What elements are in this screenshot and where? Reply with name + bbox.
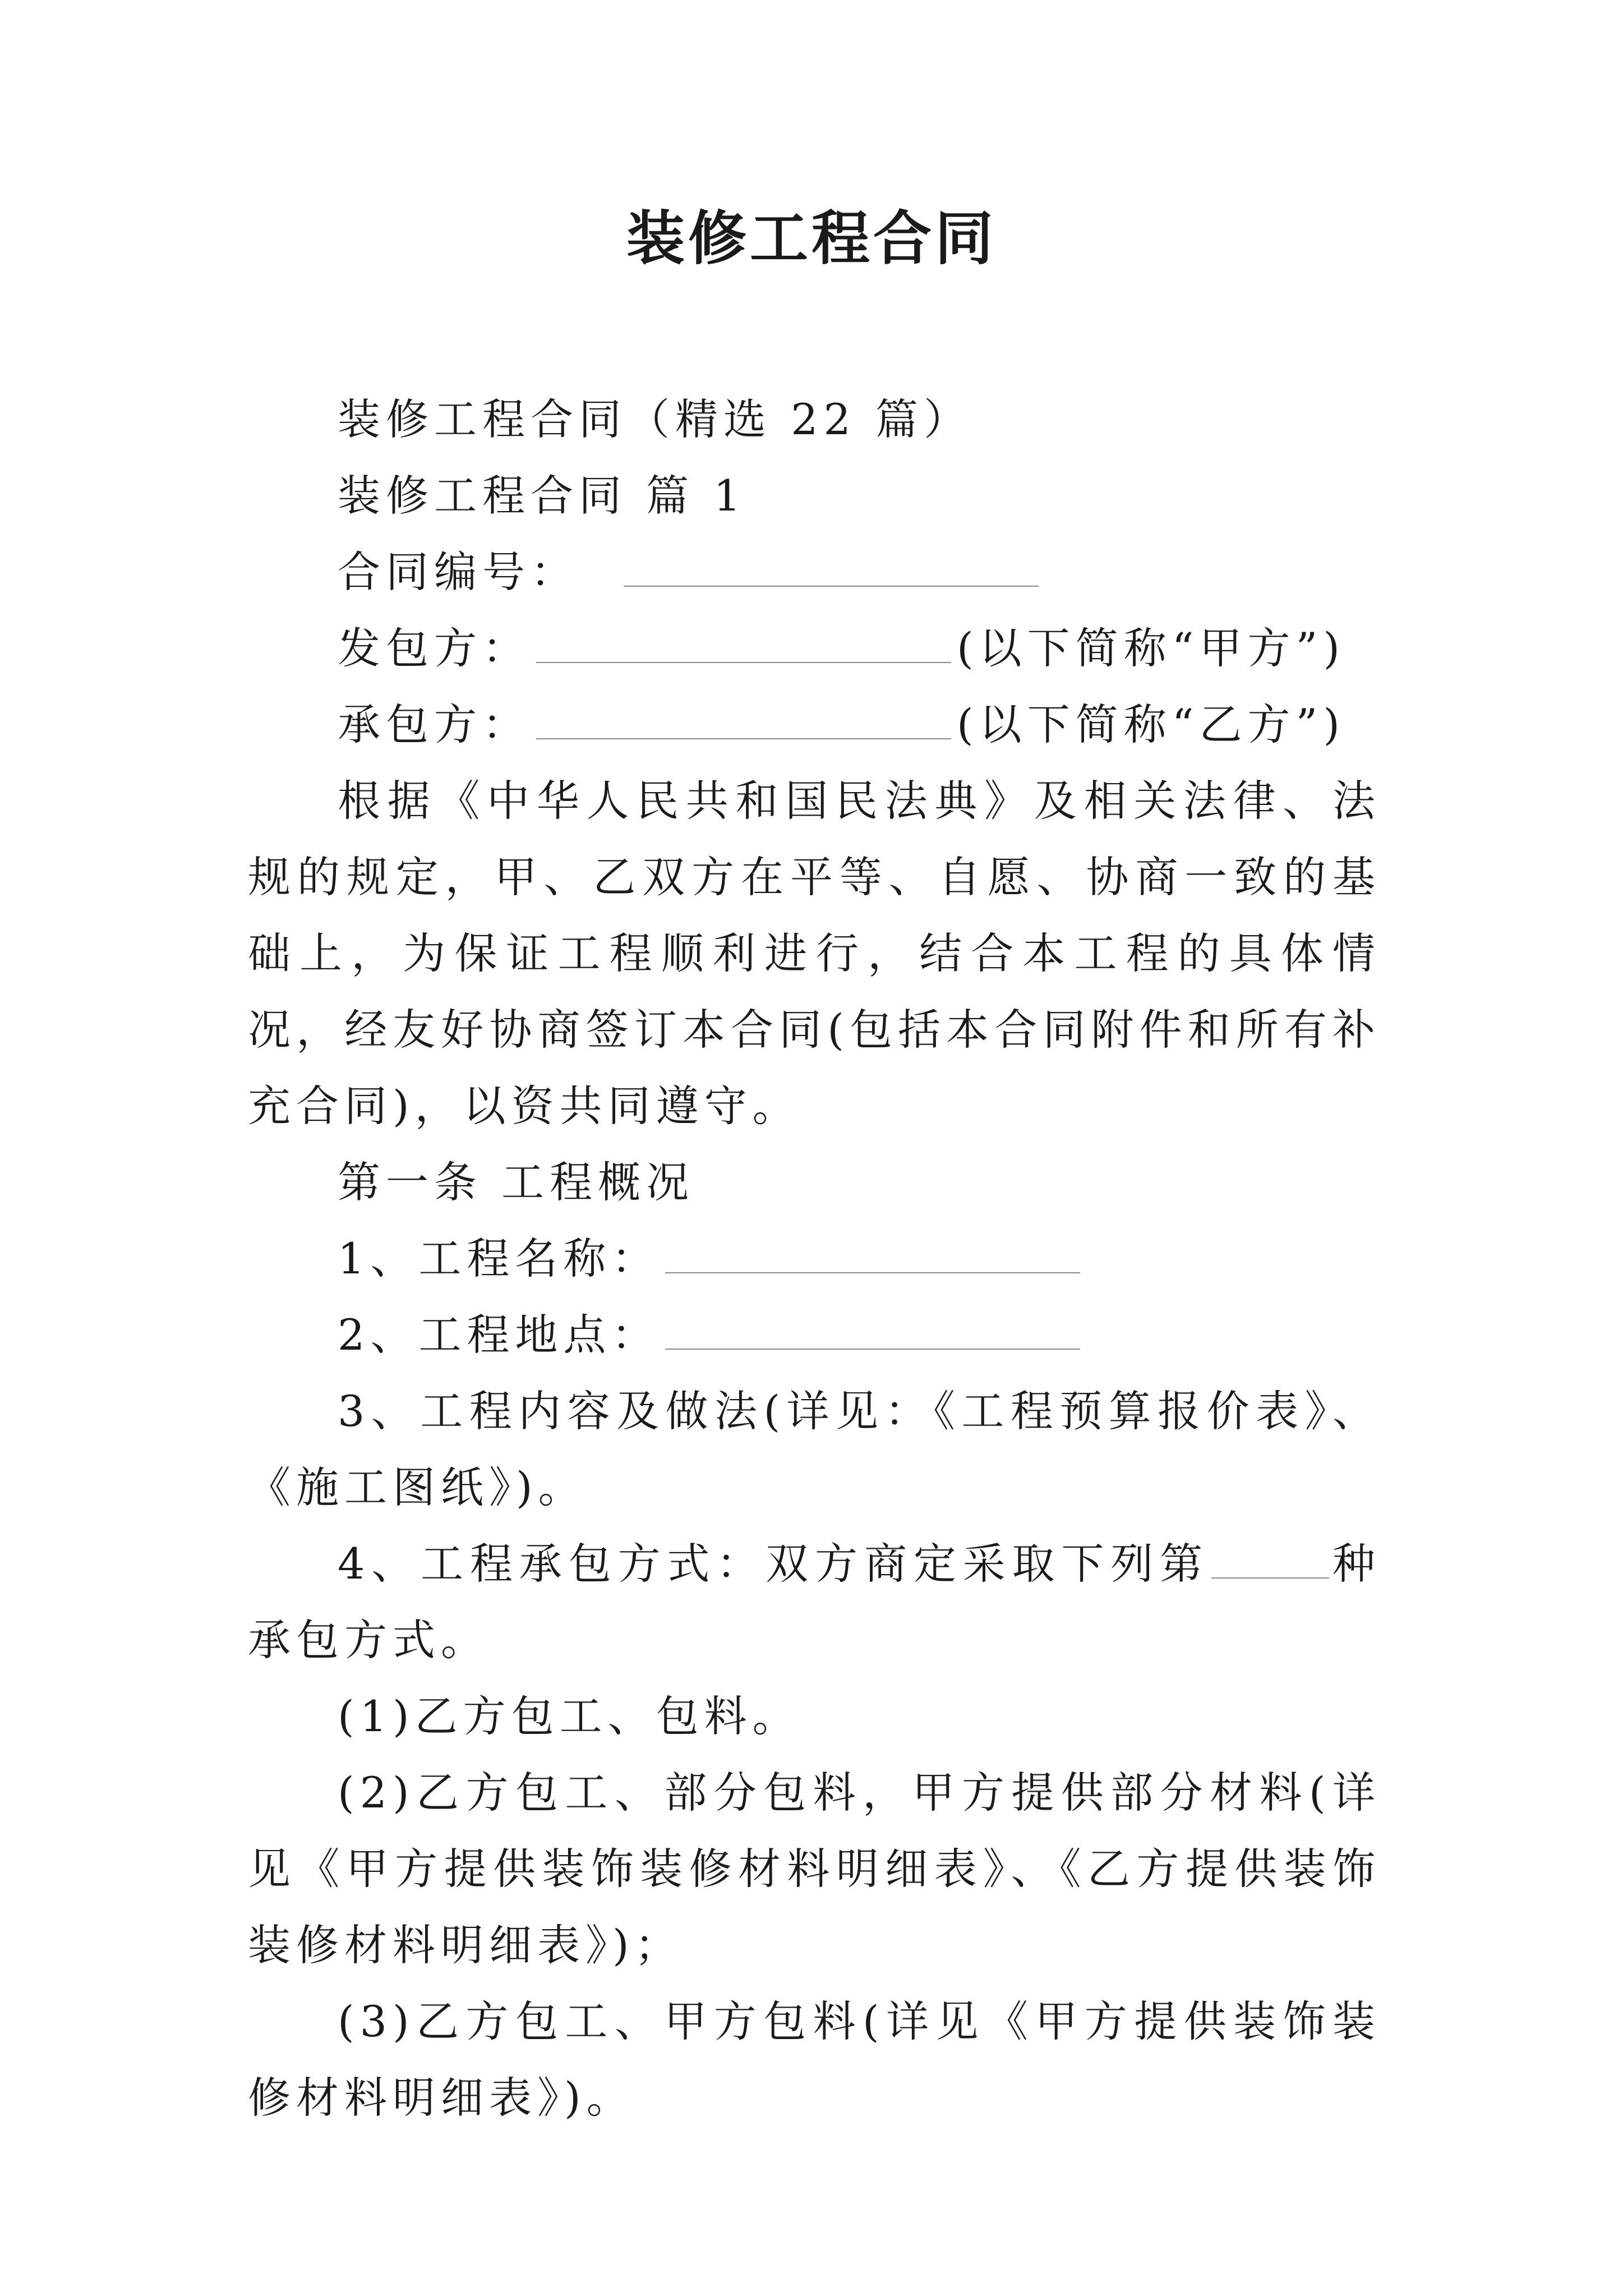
article-1-heading: 第一条 工程概况 — [338, 1157, 695, 1207]
document-body — [248, 381, 1381, 2136]
option-1-paragraph: (1)乙方包工、包料。 — [338, 1691, 801, 1741]
party-a-label: 发包方： — [338, 623, 531, 673]
party-a-suffix: (以下简称“甲方”) — [957, 623, 1346, 673]
contract-number-blank — [624, 546, 1039, 587]
contract-mode-prefix: 4、工程承包方式：双方商定采取下列第 — [338, 1539, 1210, 1589]
contract-mode-suffix: 种承包方式。 — [248, 1539, 1381, 1665]
project-location-label: 2、工程地点： — [338, 1310, 660, 1360]
project-name-label: 1、工程名称： — [338, 1234, 660, 1283]
project-content-paragraph: 3、工程内容及做法(详见：《工程预算报价表》、《施工图纸》)。 — [248, 1386, 1381, 1512]
preamble-paragraph: 根据《中华人民共和国民法典》及相关法律、法规的规定，甲、乙双方在平等、自愿、协商一致的基础上，为保证工程顺利进行，结合本工程的具体情况，经友好协商签订本合同(包括本合同附件和所有补充合同)，以资共同遵守。 — [248, 776, 1381, 1131]
document-title: 装修工程合同 — [626, 204, 997, 273]
party-b-blank — [536, 699, 951, 739]
option-2-paragraph: (2)乙方包工、部分包料，甲方提供部分材料(详见《甲方提供装饰装修材料明细表》、《乙方提供装饰装修材料明细表》)； — [248, 1768, 1381, 1970]
project-name-blank — [665, 1233, 1080, 1273]
party-b-label: 承包方： — [338, 700, 531, 749]
section-heading: 装修工程合同 篇 1 — [338, 471, 746, 521]
project-location-blank — [665, 1309, 1080, 1350]
party-a-blank — [536, 623, 951, 663]
project-location-line — [248, 1297, 1381, 1373]
contract-mode-blank — [1211, 1538, 1329, 1579]
contract-number-label: 合同编号： — [338, 547, 579, 597]
collection-line: 装修工程合同（精选 22 篇） — [338, 394, 972, 444]
contract-number-line — [248, 534, 1381, 610]
contract-mode-paragraph — [248, 1526, 1381, 1678]
option-3-paragraph: (3)乙方包工、甲方包料(详见《甲方提供装饰装修材料明细表》)。 — [248, 1996, 1381, 2123]
party-b-suffix: (以下简称“乙方”) — [957, 700, 1346, 749]
party-a-line — [248, 610, 1381, 687]
party-b-line — [248, 687, 1381, 763]
project-name-line — [248, 1221, 1381, 1297]
